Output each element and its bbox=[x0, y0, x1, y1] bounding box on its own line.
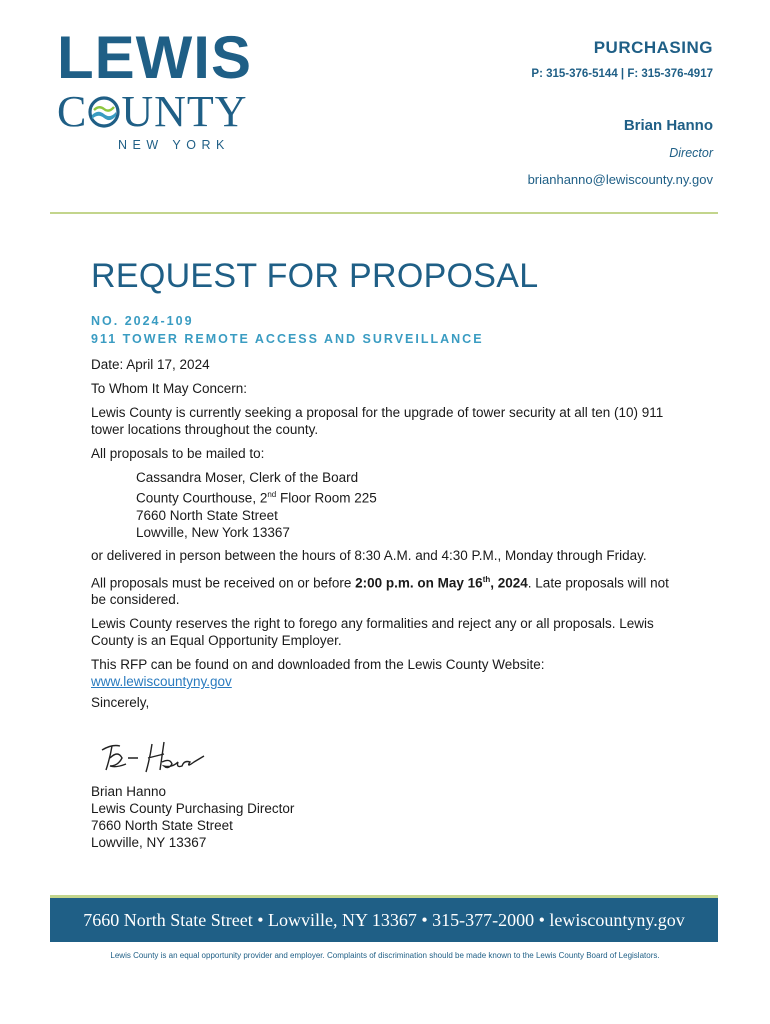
director-name: Brian Hanno bbox=[623, 117, 713, 134]
address-line-1: Cassandra Moser, Clerk of the Board bbox=[136, 470, 359, 485]
signer-street: 7660 North State Street bbox=[91, 818, 233, 833]
footer-note: Lewis County is an equal opportunity provider and employer. Complaints of discrimination should be made known to the Lewis County Board of Legislators. bbox=[110, 951, 660, 960]
address-line-2: County Courthouse, 2nd Floor Room 225 bbox=[136, 490, 377, 506]
header-divider bbox=[50, 212, 718, 214]
letter-para-1: Lewis County is currently seeking a proposal for the upgrade of tower security at all ten (10) 911 tower locations throughout the county. bbox=[91, 405, 664, 437]
logo-county bbox=[57, 87, 248, 136]
logo-lewis: LEWIS bbox=[57, 24, 252, 91]
letter-para-6: This RFP can be found on and downloaded from the Lewis County Website: www.lewiscountyny.gov bbox=[91, 657, 545, 689]
signer-name: Brian Hanno bbox=[91, 784, 167, 799]
footer-band: 7660 North State Street • Lowville, NY 13367 • 315-377-2000 • lewiscountyny.gov bbox=[50, 898, 718, 942]
letter-date: Date: April 17, 2024 bbox=[91, 357, 210, 372]
logo-county-c: C bbox=[57, 87, 88, 136]
signer-block bbox=[91, 783, 681, 851]
signer-title: Lewis County Purchasing Director bbox=[91, 801, 295, 816]
director-email[interactable]: brianhanno@lewiscounty.ny.gov bbox=[527, 172, 713, 187]
mailing-address bbox=[136, 469, 681, 541]
document-title: REQUEST FOR PROPOSAL bbox=[91, 257, 539, 295]
department-phone: P: 315-376-5144 | F: 315-376-4917 bbox=[531, 68, 713, 80]
address-line-4: Lowville, New York 13367 bbox=[136, 524, 290, 540]
signature-icon bbox=[98, 736, 208, 785]
logo-new-york: NEW YORK bbox=[118, 138, 230, 152]
letter-para-5: Lewis County reserves the right to forego any formalities and reject any or all proposals. Lewis County is an Equal Opportunity Employer. bbox=[91, 616, 654, 648]
letter-closing: Sincerely, bbox=[91, 695, 150, 710]
department-name: PURCHASING bbox=[593, 38, 713, 57]
address-line-3: 7660 North State Street bbox=[136, 507, 278, 523]
director-title: Director bbox=[669, 146, 713, 160]
letter-para-3: or delivered in person between the hours of 8:30 A.M. and 4:30 P.M., Monday through Friday. bbox=[91, 547, 647, 563]
logo-county-rest: UNTY bbox=[121, 87, 248, 136]
letter-para-2: All proposals to be mailed to: bbox=[91, 446, 265, 461]
rfp-subject: 911 TOWER REMOTE ACCESS AND SURVEILLANCE bbox=[91, 332, 484, 346]
county-logo-o-emblem-icon bbox=[87, 92, 121, 124]
website-link[interactable]: www.lewiscountyny.gov bbox=[91, 674, 232, 689]
signer-city: Lowville, NY 13367 bbox=[91, 835, 207, 850]
letter-para-4: All proposals must be received on or before 2:00 p.m. on May 16th, 2024. Late proposals will not be considered. bbox=[91, 574, 669, 607]
rfp-number: NO. 2024-109 bbox=[91, 314, 194, 328]
letter-salutation: To Whom It May Concern: bbox=[91, 381, 248, 396]
